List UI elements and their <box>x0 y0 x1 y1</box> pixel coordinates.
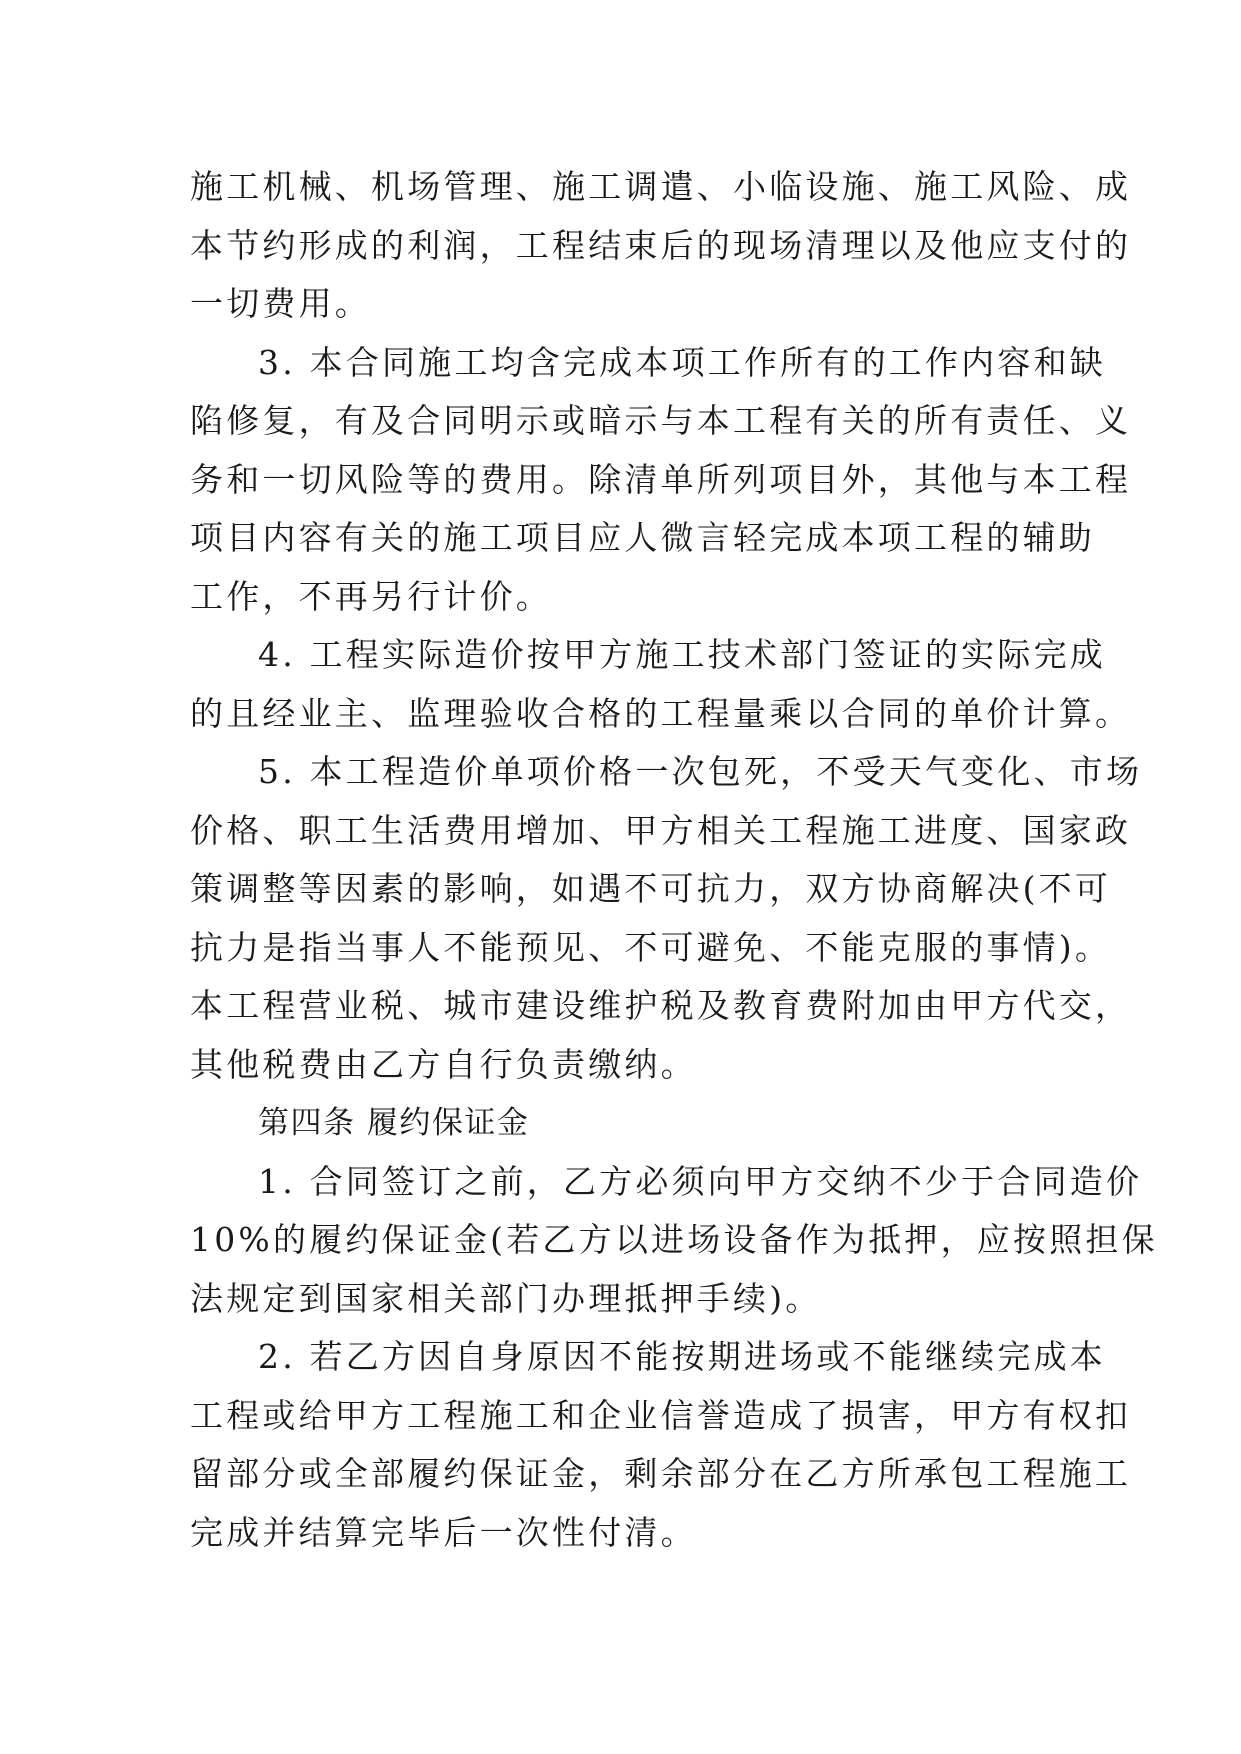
text-line: 抗力是指当事人不能预见、不可避免、不能克服的事情)。 <box>190 927 1112 967</box>
text-line: 完成并结算完毕后一次性付清。 <box>190 1512 697 1552</box>
text-line: 2. 若乙方因自身原因不能按期进场或不能继续完成本 <box>258 1337 1106 1376</box>
text-line: 项目内容有关的施工项目应人微言轻完成本项工程的辅助 <box>190 518 1095 557</box>
text-line: 4. 工程实际造价按甲方施工技术部门签证的实际完成 <box>258 635 1106 674</box>
text-line: 10%的履约保证金(若乙方以进场设备作为抵押，应按照担保 <box>190 1220 1158 1259</box>
text-line: 一切费用。 <box>190 284 371 323</box>
text-line: 施工机械、机场管理、施工调遣、小临设施、施工风险、成 <box>190 167 1132 206</box>
paragraph-deposit-clause-1 <box>190 1153 1158 1329</box>
text-line: 5. 本工程造价单项价格一次包死，不受天气变化、市场 <box>258 752 1143 791</box>
document-body <box>190 158 1158 1562</box>
text-line: 3. 本合同施工均含完成本项工作所有的工作内容和缺 <box>258 342 1106 382</box>
paragraph-cost-scope-continuation <box>190 158 1132 334</box>
paragraph-clause-3 <box>190 334 1132 627</box>
section-heading: 第四条 履约保证金 <box>258 1105 530 1141</box>
paragraph-clause-5 <box>190 743 1143 1094</box>
text-line: 法规定到国家相关部门办理抵押手续)。 <box>190 1278 822 1318</box>
text-line: 价格、职工生活费用增加、甲方相关工程施工进度、国家政 <box>190 810 1132 850</box>
paragraph-clause-4 <box>190 626 1132 743</box>
text-line: 的且经业主、监理验收合格的工程量乘以合同的单价计算。 <box>190 693 1132 733</box>
text-line: 本工程营业税、城市建设维护税及教育费附加由甲方代交， <box>190 986 1132 1025</box>
text-line: 务和一切风险等的费用。除清单所列项目外，其他与本工程 <box>190 459 1132 499</box>
text-line: 工程或给甲方工程施工和企业信誉造成了损害，甲方有权扣 <box>190 1395 1132 1435</box>
text-line: 留部分或全部履约保证金，剩余部分在乙方所承包工程施工 <box>190 1454 1132 1493</box>
text-line: 陷修复，有及合同明示或暗示与本工程有关的所有责任、义 <box>190 401 1132 440</box>
text-line: 本节约形成的利润，工程结束后的现场清理以及他应支付的 <box>190 225 1132 265</box>
text-line: 工作，不再另行计价。 <box>190 576 552 616</box>
text-line: 1. 合同签订之前，乙方必须向甲方交纳不少于合同造价 <box>258 1161 1143 1201</box>
paragraph-deposit-clause-2 <box>190 1328 1132 1562</box>
text-line: 其他税费由乙方自行负责缴纳。 <box>190 1044 697 1084</box>
text-line: 策调整等因素的影响，如遇不可抗力，双方协商解决(不可 <box>190 869 1112 908</box>
section-heading-article-4 <box>190 1094 1058 1153</box>
